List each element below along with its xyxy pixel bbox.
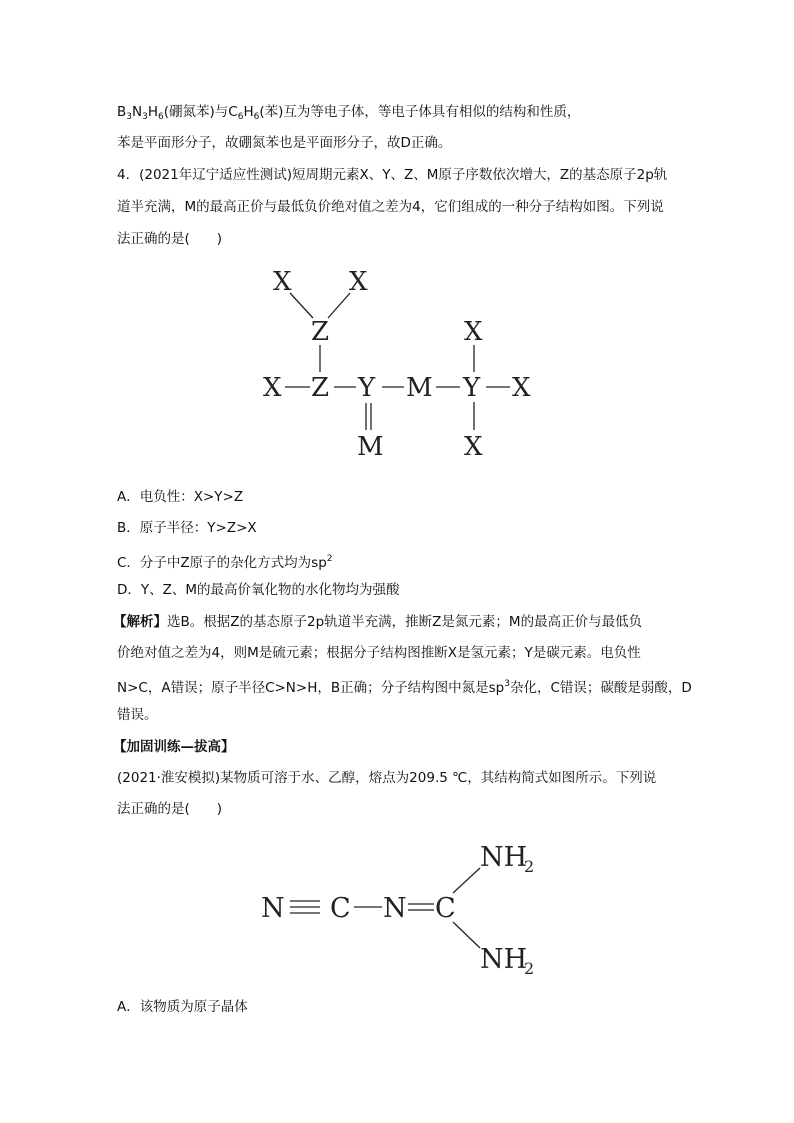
question-4-line-2: 道半充满，M的最高正价与最低负价绝对值之差为4，它们组成的一种分子结构如图。下列说 <box>117 199 664 215</box>
body-line: 苯是平面形分子，故硼氮苯也是平面形分子，故D正确。 <box>117 135 452 151</box>
analysis-line-1 <box>113 613 642 631</box>
analysis-tag: 【解析】 <box>113 614 167 630</box>
subscript: 3 <box>142 112 148 122</box>
bond <box>290 293 313 318</box>
atom-label: Y <box>463 373 481 403</box>
subscript: 2 <box>524 959 535 978</box>
atom-label: X <box>464 432 483 462</box>
superscript: 2 <box>326 554 333 564</box>
atom-label: N <box>261 893 285 924</box>
atom-label: Y <box>358 373 376 403</box>
formula-text: H <box>243 104 254 120</box>
atom-label: M <box>357 432 384 462</box>
bond <box>453 868 480 893</box>
option-d: D．Y、Z、M的最高价氧化物的水化物均为强酸 <box>117 582 400 598</box>
subscript: 2 <box>524 857 535 876</box>
amino-group-label: NH <box>480 944 528 975</box>
analysis-text: 杂化，C错误；碳酸是弱酸，D <box>509 680 692 696</box>
question-4-line-1: 4．(2021年辽宁适应性测试)短周期元素X、Y、Z、M原子序数依次增大，Z的基态原子2p轨 <box>117 167 668 183</box>
amino-group-label: NH <box>480 842 528 873</box>
bond <box>328 293 350 318</box>
atom-label: N <box>383 893 407 924</box>
analysis-text: N>C，A错误；原子半径C>N>H，B正确；分子结构图中氮是sp <box>117 680 505 696</box>
analysis-text: 选B。根据Z的基态原子2p轨道半充满，推断Z是氮元素；M的最高正价与最低负 <box>167 614 643 630</box>
atom-label: X <box>349 267 368 297</box>
question-4-line-3: 法正确的是( ) <box>117 231 223 247</box>
body-text: (硼氮苯)与C <box>163 104 238 120</box>
superscript: 3 <box>504 679 510 689</box>
option-a: A．电负性：X>Y>Z <box>117 489 244 505</box>
bond <box>453 922 480 948</box>
practice-line-1: (2021·淮安模拟)某物质可溶于水、乙醇，熔点为209.5 ℃，其结构简式如图所示。下列说 <box>117 770 657 786</box>
atom-label: X <box>263 373 282 403</box>
option-b: B．原子半径：Y>Z>X <box>117 520 257 536</box>
atom-label: C <box>330 893 351 924</box>
atom-label: X <box>273 267 292 297</box>
atom-label: C <box>435 893 456 924</box>
formula-text: N <box>132 104 143 120</box>
subscript: 6 <box>237 112 244 122</box>
option-c-text: C．分子中Z原子的杂化方式均为sp <box>117 555 327 571</box>
analysis-line-4: 错误。 <box>117 707 158 723</box>
atom-label: Z <box>311 373 330 403</box>
structure1-bonds <box>285 293 510 430</box>
formula-text: H <box>147 104 158 120</box>
formula-text: B <box>117 104 127 120</box>
analysis-line-2: 价绝对值之差为4，则M是硫元素；根据分子结构图推断X是氢元素；Y是碳元素。电负性 <box>117 645 641 661</box>
subscript: 3 <box>126 112 132 122</box>
practice-heading: 【加固训练—拔高】 <box>113 739 235 755</box>
subscript: 6 <box>253 112 260 122</box>
option-c <box>117 550 333 572</box>
practice-option-a: A．该物质为原子晶体 <box>117 999 248 1015</box>
practice-line-2: 法正确的是( ) <box>117 801 223 817</box>
subscript: 6 <box>158 112 164 122</box>
body-text: (苯)互为等电子体，等电子体具有相似的结构和性质， <box>259 104 581 120</box>
analysis-line-3 <box>117 675 692 697</box>
atom-label: X <box>464 317 483 347</box>
atom-label: M <box>406 373 433 403</box>
atom-label: Z <box>311 317 330 347</box>
atom-label: X <box>512 373 531 403</box>
